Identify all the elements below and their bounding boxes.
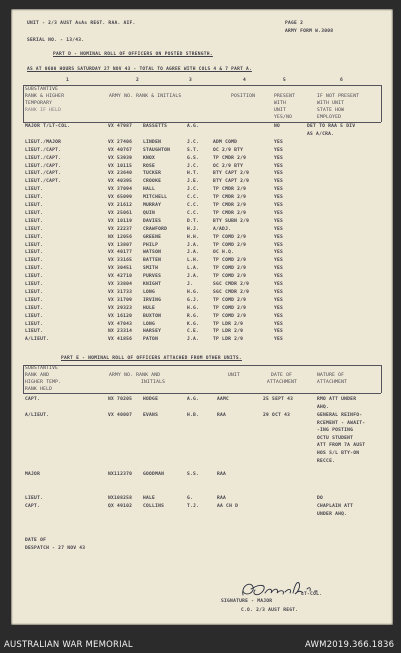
row-name: IRVING [143, 297, 162, 303]
row-initials: T.J. [187, 504, 200, 509]
row-unit: AA CH D [217, 504, 239, 509]
serial-line: SERIAL NO. - 13/43. [27, 38, 85, 43]
row-nature: UNDER AHQ. [317, 511, 348, 517]
row-present: YES [274, 218, 284, 224]
row-position: OC 2/9 BTY [213, 163, 244, 169]
row-rank: LIEUT. [25, 203, 44, 208]
row-present: YES [274, 179, 284, 185]
row-position: TP CMDR 2/9 [213, 210, 247, 216]
row-rank: LIEUT. [25, 218, 44, 224]
row-initials: H.B. [187, 413, 200, 418]
row-army-no: VX 10115 [108, 163, 133, 169]
table-rule [23, 393, 381, 394]
row-present: YES [274, 282, 284, 287]
row-nature: CHAPLAIN ATT [317, 504, 354, 509]
row-initials: L.H. [187, 258, 200, 264]
row-rank: LIEUT. [25, 226, 44, 232]
row-army-no: VX 33804 [108, 282, 133, 287]
row-position: TP LDR 2/9 [213, 337, 244, 343]
row-present: YES [274, 266, 284, 272]
row-present: YES [274, 305, 284, 311]
row-nature: GENERAL REINFO- [317, 413, 363, 418]
row-army-no: VX 13807 [108, 242, 133, 248]
row-present: YES [274, 139, 284, 145]
row-note: DET TO RAA 5 DIV [307, 124, 356, 129]
col-header-present: WITH [274, 101, 287, 106]
row-nature: RECCE. [317, 458, 336, 464]
row-army-no: VX 40177 [108, 250, 133, 256]
row-army-no: VX 65099 [108, 195, 133, 201]
col-number-1: 1 [66, 78, 70, 83]
row-date: 29 OCT 43 [263, 413, 291, 418]
table-rule [23, 365, 24, 393]
row-name: ROSE [143, 163, 156, 169]
row-present: YES [274, 250, 284, 256]
row-position: TP LDR 2/9 [213, 321, 244, 327]
col-header-present: PRESENT [274, 94, 296, 99]
row-army-no: VX 27406 [108, 139, 133, 145]
row-army-no: VX 22237 [108, 226, 133, 232]
row-name: PHILP [143, 242, 159, 248]
row-name: COLLINS [143, 504, 165, 509]
row-initials: G.J. [187, 297, 200, 303]
row-nature: ATT FROM 7A AUST [317, 443, 366, 449]
row-date: 25 SEPT 43 [263, 397, 294, 402]
row-rank: LIEUT./CAPT. [25, 179, 62, 185]
row-initials: R.G. [187, 313, 200, 319]
part-e-title: PART E - NOMINAL ROLL OF OFFICERS ATTACHED FROM OTHER UNITS. [61, 356, 242, 361]
row-name: LINDEN [143, 139, 162, 145]
row-name: STAUGHTON [143, 147, 171, 153]
col-header-present: UNIT [274, 108, 287, 113]
row-initials: J.A. [187, 250, 200, 256]
table-rule [23, 122, 381, 123]
row-name: HODGE [143, 397, 159, 402]
col-header-rank: RANK & HIGHER [25, 94, 65, 99]
caption-left: AUSTRALIAN WAR MEMORIAL [4, 640, 133, 650]
col-header-army-no: ARMY NO. RANK & INITIALS [109, 94, 182, 99]
row-nature: HOS S/L BTY-ON [317, 451, 360, 456]
row-army-no: QX 49102 [108, 504, 133, 509]
row-name: QUIN [143, 210, 156, 216]
row-position: ADM COMD [213, 139, 238, 145]
row-position: BTY SUBN 2/9 [213, 218, 250, 224]
row-rank: MAJOR T/LT-COL. [25, 124, 71, 129]
row-present: YES [274, 242, 284, 248]
row-position: OC 2/9 BTY [213, 147, 244, 153]
row-rank: CAPT. [25, 504, 41, 509]
signed-rank: LT-COL. [301, 592, 323, 597]
row-name: LONG [143, 289, 156, 295]
row-nature: RMO ATT UNDER [317, 397, 357, 402]
row-army-no: VX 31709 [108, 297, 133, 303]
row-unit: AAMC [217, 397, 230, 402]
row-name: HALE [143, 496, 156, 501]
row-initials: H.H. [187, 234, 200, 240]
row-initials: S.S. [187, 472, 200, 477]
col-number-4: 4 [243, 78, 247, 83]
despatch-line: DESPATCH - 27 NOV 43 [25, 546, 86, 551]
row-present: YES [274, 289, 284, 295]
row-nature: AHQ. [317, 404, 330, 410]
row-army-no: NX 70205 [108, 397, 133, 402]
row-initials: G.S. [187, 155, 200, 161]
row-position: A/ADJ. [213, 226, 232, 232]
row-position: TP COMD 2/9 [213, 297, 247, 303]
row-rank: LIEUT. [25, 321, 44, 327]
row-rank: LIEUT. [25, 329, 44, 335]
part-d-title: PART D - NOMINAL ROLL OF OFFICERS ON POSTED STRENGTH. [53, 52, 213, 57]
row-rank: LIEUT. [25, 258, 44, 264]
col-number-3: 3 [189, 78, 193, 83]
row-present: YES [274, 147, 284, 153]
row-name: HALL [143, 187, 156, 193]
row-nature: OCTU STUDENT [317, 435, 354, 441]
document-page [11, 9, 393, 625]
col-header-present: YES/NO [274, 115, 293, 120]
row-name: HARSEY [143, 329, 162, 335]
table-rule [23, 365, 381, 366]
row-present: NO [274, 124, 281, 129]
row-initials: A.G. [187, 124, 200, 129]
as-at-line: AS AT 0600 HOURS SATURDAY 27 NOV 43 - TOTAL TO AGREE WITH COLS 4 & 7 PART A. [27, 67, 252, 72]
row-present: YES [274, 203, 284, 208]
row-rank: LIEUT. [25, 187, 44, 193]
col-header-army-no: ARMY NO. RANK AND [109, 373, 161, 378]
row-present: YES [274, 274, 284, 280]
row-name: TUCKER [143, 171, 162, 177]
row-army-no: NX112370 [108, 472, 133, 477]
row-army-no: NX 23314 [108, 329, 133, 335]
row-army-no: VX 42710 [108, 274, 133, 280]
row-name: CROOKE [143, 179, 162, 185]
row-initials: J.A. [187, 337, 200, 343]
row-present: YES [274, 297, 284, 303]
row-rank: LIEUT. [25, 242, 44, 248]
col-header-rank: RANK AND [25, 373, 50, 378]
row-name: GREENE [143, 234, 162, 240]
col-header-army-no: INITIALS [141, 380, 166, 385]
col-header-not-present: STATE HOW [317, 108, 345, 113]
col-header-date: ATTACHMENT [267, 380, 298, 385]
row-present: YES [274, 187, 284, 193]
col-header-unit: UNIT [228, 373, 241, 378]
row-initials: J.C. [187, 187, 200, 193]
row-name: SMITH [143, 266, 159, 272]
row-position: TP COMD 2/9 [213, 313, 247, 319]
col-header-not-present: WITH UNIT [317, 101, 345, 106]
row-present: YES [274, 210, 284, 216]
row-initials: A.G. [187, 397, 200, 402]
col-number-2: 2 [136, 78, 140, 83]
row-army-no: VX 47043 [108, 321, 133, 327]
row-unit: RAA [217, 413, 227, 418]
army-form: ARMY FORM W.3008 [285, 29, 334, 34]
row-position: SGC CMDR 2/9 [213, 282, 250, 287]
row-rank: LIEUT. [25, 210, 44, 216]
row-rank: LIEUT./CAPT. [25, 163, 62, 169]
row-rank: A/LIEUT. [25, 413, 50, 418]
row-initials: H.G. [187, 305, 200, 311]
row-position: TP CMDR 2/9 [213, 155, 247, 161]
caption-right: AWM2019.366.1836 [305, 640, 395, 650]
row-nature: RCEMENT - AWAIT- [317, 420, 366, 426]
row-rank: LIEUT./CAPT. [25, 155, 62, 161]
row-position: TP COMD 2/9 [213, 234, 247, 240]
row-present: YES [274, 171, 284, 177]
row-rank: LIEUT. [25, 313, 44, 319]
row-name: KNIGHT [143, 282, 162, 287]
row-army-no: NX108258 [108, 496, 133, 501]
signature-image [237, 579, 329, 601]
row-rank: CAPT. [25, 397, 41, 402]
row-rank: LIEUT. [25, 195, 44, 201]
table-rule [381, 85, 382, 122]
row-rank: LIEUT./MAJOR [25, 139, 62, 145]
row-initials: H.G. [187, 289, 200, 295]
row-army-no: VX 41856 [108, 337, 133, 343]
row-initials: J.A. [187, 274, 200, 280]
row-army-no: VX 21612 [108, 203, 133, 208]
row-position: TP COMD 2/9 [213, 266, 247, 272]
row-rank: LIEUT. [25, 282, 44, 287]
row-name: MITCHELL [143, 195, 168, 201]
row-army-no: VX 10119 [108, 218, 133, 224]
row-initials: S.T. [187, 147, 200, 153]
row-position: TP COMD 2/9 [213, 242, 247, 248]
row-initials: J. [187, 282, 194, 287]
row-position: OC H.Q. [213, 250, 235, 256]
row-initials: J.C. [187, 139, 200, 145]
row-rank: LIEUT. [25, 305, 44, 311]
row-name: LONG [143, 321, 156, 327]
row-present: YES [274, 155, 284, 161]
row-initials: J.A. [187, 242, 200, 248]
row-initials: C.C. [187, 210, 200, 216]
row-rank: LIEUT. [25, 266, 44, 272]
table-rule [23, 85, 24, 122]
row-present: YES [274, 313, 284, 319]
row-army-no: VX 40395 [108, 179, 133, 185]
row-position: TP CMDR 2/9 [213, 203, 247, 208]
row-army-no: VX 53939 [108, 155, 133, 161]
col-header-rank: RANK HELD [25, 387, 53, 392]
row-army-no: VX 25061 [108, 210, 133, 216]
row-present: YES [274, 234, 284, 240]
row-army-no: VX 40007 [108, 413, 133, 418]
row-position: TP CMDR 2/9 [213, 187, 247, 193]
row-rank: MAJOR [25, 472, 41, 477]
row-name: PATON [143, 337, 159, 343]
row-name: EVANS [143, 413, 159, 418]
row-present: YES [274, 258, 284, 264]
row-army-no: VX 33165 [108, 258, 133, 264]
row-army-no: VX 23640 [108, 171, 133, 177]
row-initials: H.T. [187, 171, 200, 177]
row-rank: LIEUT. [25, 496, 44, 501]
row-initials: J.E. [187, 179, 200, 185]
row-rank: LIEUT. [25, 289, 44, 295]
row-position: TP COMD 2/9 [213, 258, 247, 264]
row-army-no: VX 40767 [108, 147, 133, 153]
row-rank: LIEUT./CAPT. [25, 171, 62, 177]
date-label: DATE OF [25, 538, 47, 543]
row-name: HULE [143, 305, 156, 311]
row-rank: LIEUT. [25, 250, 44, 256]
row-present: YES [274, 337, 284, 343]
row-initials: D.T. [187, 218, 200, 224]
row-initials: J.C. [187, 163, 200, 169]
table-rule [381, 365, 382, 393]
row-army-no: VX 47987 [108, 124, 133, 129]
row-rank: LIEUT./CAPT. [25, 147, 62, 153]
col-header-nature: NATURE OF [317, 373, 345, 378]
row-present: YES [274, 321, 284, 327]
row-army-no: VX 31733 [108, 289, 133, 295]
caption-bar [0, 631, 401, 653]
col-header-nature: ATTACHMENT [317, 380, 348, 385]
row-army-no: VX 29323 [108, 305, 133, 311]
row-initials: L.A. [187, 266, 200, 272]
row-position: BTY CAPT 2/9 [213, 179, 250, 185]
row-name: KNOX [143, 155, 156, 161]
row-initials: H.J. [187, 226, 200, 232]
row-army-no: VX 16120 [108, 313, 133, 319]
row-name: BASSETTS [143, 124, 168, 129]
row-unit: RAA [217, 472, 227, 477]
row-initials: C.C. [187, 203, 200, 208]
col-header-rank: HIGHER TEMP. [25, 380, 62, 385]
row-present: YES [274, 195, 284, 201]
col-number-5: 5 [283, 78, 287, 83]
row-rank: LIEUT. [25, 297, 44, 303]
col-header-not-present: IF NOT PRESENT [317, 94, 360, 99]
table-rule [23, 85, 381, 86]
row-rank: A/LIEUT. [25, 337, 50, 343]
col-header-not-present: EMPLOYED [317, 115, 342, 120]
row-note: AS A/CRA. [307, 131, 335, 137]
row-initials: C.E. [187, 329, 200, 335]
row-rank: LIEUT. [25, 234, 44, 240]
row-nature: DO [317, 496, 324, 501]
col-header-rank: SUBSTANTIVE [25, 366, 59, 371]
row-rank: LIEUT. [25, 274, 44, 280]
row-name: PURVES [143, 274, 162, 280]
signed-unit: C.O. 2/3 AUST REGT. [241, 608, 299, 613]
row-name: WATSON [143, 250, 162, 256]
col-number-6: 6 [340, 78, 344, 83]
row-initials: G. [187, 496, 194, 501]
row-position: TP LDR 2/9 [213, 329, 244, 335]
row-unit: RAA [217, 496, 227, 501]
row-name: GOODMAN [143, 472, 165, 477]
row-initials: K.G. [187, 321, 200, 327]
row-position: TP COMD 2/9 [213, 274, 247, 280]
row-name: BATTEN [143, 258, 162, 264]
row-position: TP CMDR 2/9 [213, 195, 247, 201]
col-header-position: POSITION [231, 94, 256, 99]
col-header-date: DATE OF [271, 373, 293, 378]
row-nature: -ING POSTING [317, 428, 354, 434]
signed-title: SIGNATURE - MAJOR [221, 599, 273, 604]
row-army-no: NX 12056 [108, 234, 133, 240]
row-present: YES [274, 163, 284, 169]
row-present: YES [274, 226, 284, 232]
row-position: SGC CMDR 2/9 [213, 289, 250, 295]
row-name: BUXTON [143, 313, 162, 319]
row-name: CRAWFORD [143, 226, 168, 232]
row-army-no: VX 37094 [108, 187, 133, 193]
col-header-rank: RANK IF HELD [25, 108, 62, 113]
row-name: MURRAY [143, 203, 162, 208]
row-position: BTY CAPT 2/9 [213, 171, 250, 177]
row-army-no: VX 30451 [108, 266, 133, 272]
col-header-rank: TEMPORARY [25, 101, 53, 106]
page-number: PAGE 2 [285, 21, 304, 26]
col-header-rank: SUBSTANTIVE [25, 87, 59, 92]
row-name: DAVIES [143, 218, 162, 224]
row-position: TP COMD 2/9 [213, 305, 247, 311]
row-present: YES [274, 329, 284, 335]
unit-line: UNIT - 2/3 AUST AsAs REGT. RAA. AIF. [27, 21, 136, 26]
row-initials: C.C. [187, 195, 200, 201]
